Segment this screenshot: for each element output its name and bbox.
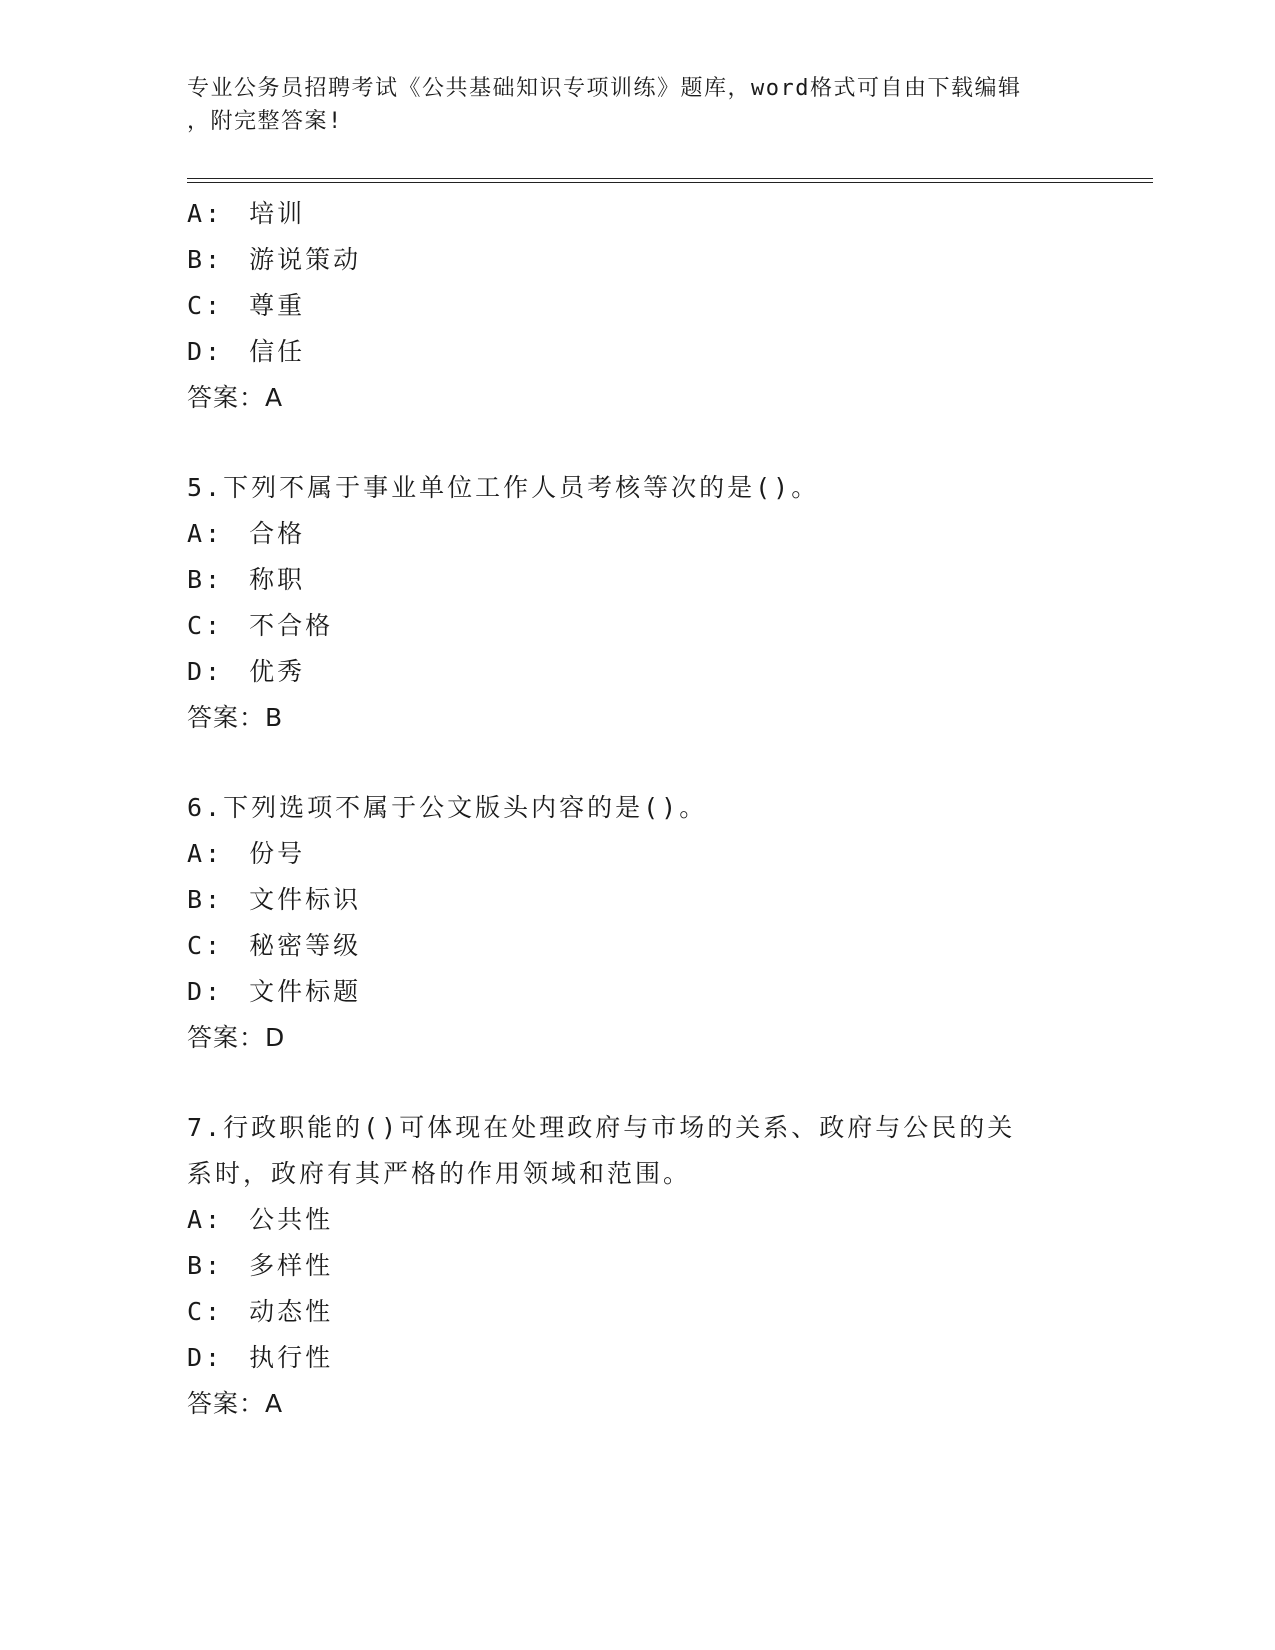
option-text: 优秀: [249, 657, 306, 686]
document-header: [187, 72, 1067, 138]
option-letter: A:: [187, 839, 224, 868]
option-text: 多样性: [249, 1251, 334, 1280]
option-text: 信任: [249, 337, 306, 366]
option-text: 称职: [249, 565, 306, 594]
option-text: 执行性: [249, 1343, 334, 1372]
question-list: [187, 191, 1087, 1427]
option-b: [187, 237, 1087, 283]
option-letter: A:: [187, 199, 224, 228]
question-stem: 5.下列不属于事业单位工作人员考核等次的是()。: [187, 473, 820, 502]
answer-line: 答案：A: [187, 383, 284, 412]
question-stem: 6.下列选项不属于公文版头内容的是()。: [187, 793, 708, 822]
option-text: 文件标识: [249, 885, 362, 914]
option-letter: D:: [187, 657, 224, 686]
option-letter: D:: [187, 1343, 224, 1372]
question-stem-line-2: 系时，政府有其严格的作用领域和范围。: [187, 1159, 692, 1188]
option-b: [187, 1243, 1087, 1289]
answer-line: 答案：A: [187, 1389, 284, 1418]
option-text: 培训: [249, 199, 306, 228]
option-text: 尊重: [249, 291, 306, 320]
option-letter: B:: [187, 565, 224, 594]
option-c: [187, 923, 1087, 969]
option-letter: A:: [187, 519, 224, 548]
answer-line: 答案：B: [187, 703, 284, 732]
option-b: [187, 557, 1087, 603]
option-text: 公共性: [249, 1205, 334, 1234]
question-7: [187, 1105, 1087, 1427]
question-stem-line-1: 7.行政职能的()可体现在处理政府与市场的关系、政府与公民的关: [187, 1113, 1016, 1142]
option-text: 游说策动: [249, 245, 362, 274]
option-d: [187, 329, 1087, 375]
option-text: 合格: [249, 519, 306, 548]
option-text: 文件标题: [249, 977, 362, 1006]
header-title-line-1: 专业公务员招聘考试《公共基础知识专项训练》题库，word格式可自由下载编辑: [187, 76, 1022, 101]
option-a: [187, 1197, 1087, 1243]
option-a: [187, 511, 1087, 557]
option-text: 秘密等级: [249, 931, 362, 960]
option-letter: C:: [187, 291, 224, 320]
question-4: [187, 191, 1087, 421]
question-5: [187, 465, 1087, 741]
option-d: [187, 969, 1087, 1015]
option-a: [187, 831, 1087, 877]
option-text: 动态性: [249, 1297, 334, 1326]
option-d: [187, 649, 1087, 695]
option-c: [187, 603, 1087, 649]
header-divider-bottom: [187, 182, 1153, 183]
option-letter: C:: [187, 1297, 224, 1326]
option-letter: B:: [187, 1251, 224, 1280]
question-6: [187, 785, 1087, 1061]
option-letter: C:: [187, 931, 224, 960]
answer-line: 答案：D: [187, 1023, 286, 1052]
header-divider-top: [187, 178, 1153, 179]
option-letter: C:: [187, 611, 224, 640]
option-c: [187, 1289, 1087, 1335]
option-text: 份号: [249, 839, 306, 868]
option-a: [187, 191, 1087, 237]
option-text: 不合格: [249, 611, 334, 640]
option-c: [187, 283, 1087, 329]
option-letter: D:: [187, 977, 224, 1006]
option-b: [187, 877, 1087, 923]
option-letter: D:: [187, 337, 224, 366]
option-letter: A:: [187, 1205, 224, 1234]
option-letter: B:: [187, 885, 224, 914]
option-d: [187, 1335, 1087, 1381]
option-letter: B:: [187, 245, 224, 274]
header-title-line-2: ，附完整答案!: [187, 109, 343, 134]
